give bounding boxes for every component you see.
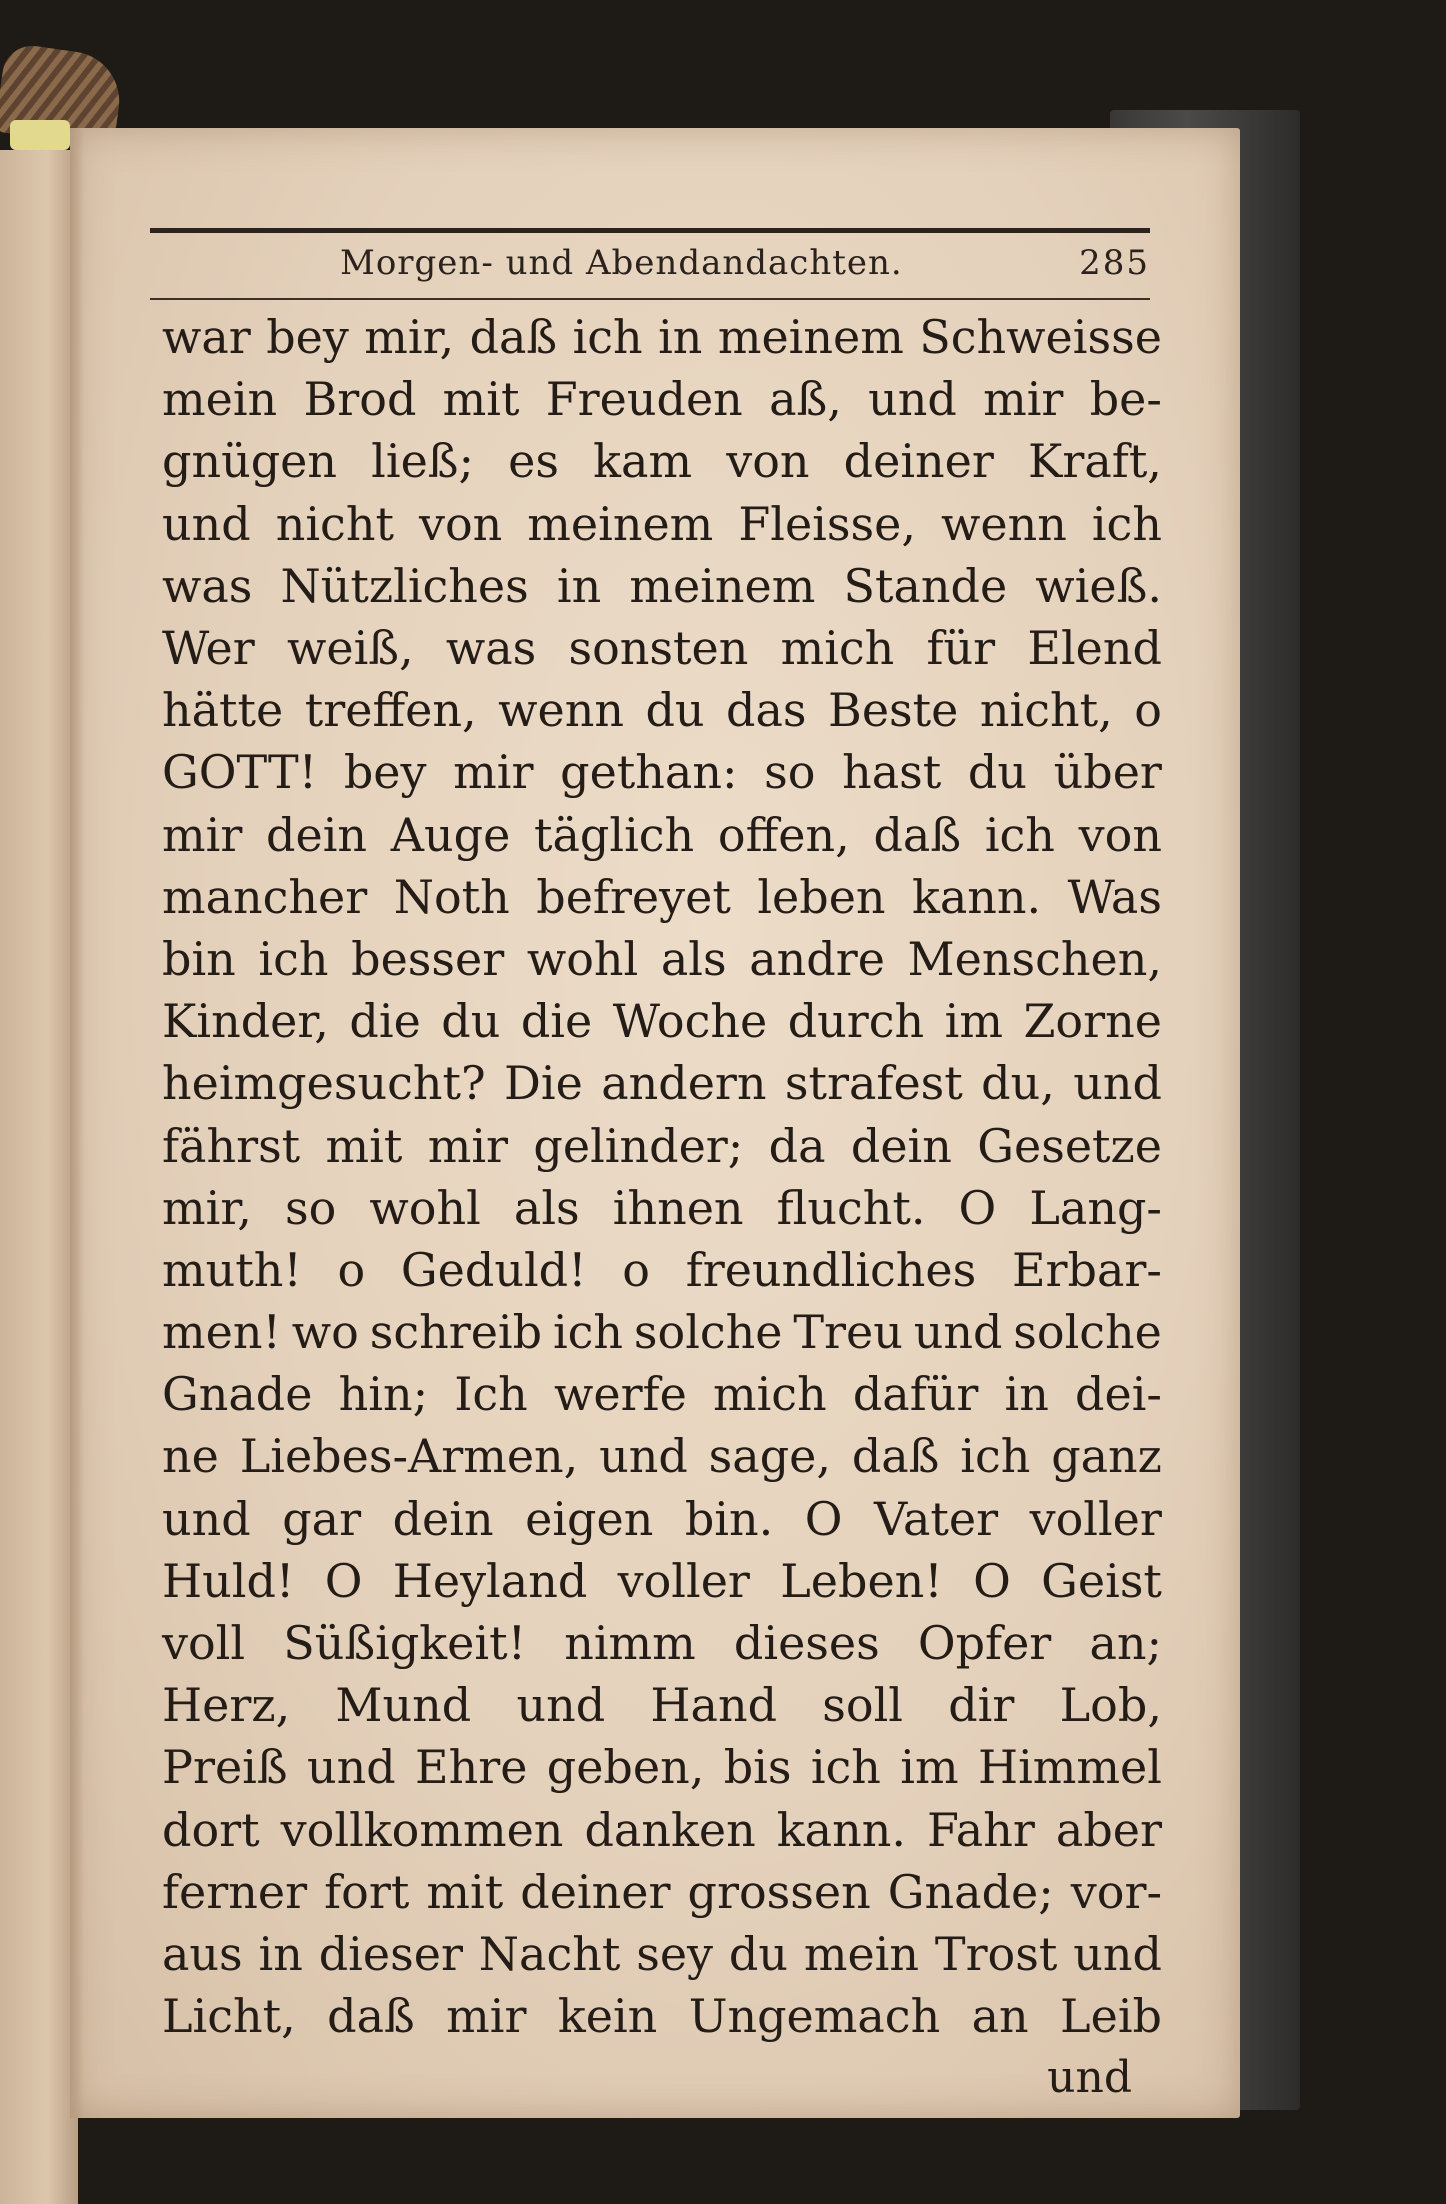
page-number: 285 <box>1079 243 1150 283</box>
word: dein <box>392 1491 494 1546</box>
word: grossen <box>687 1864 871 1919</box>
word: meinem <box>629 558 816 613</box>
word: eigen <box>525 1491 654 1546</box>
word: du, <box>981 1056 1055 1111</box>
word: Brod <box>303 372 417 427</box>
word: mit <box>426 1864 504 1919</box>
word: was <box>445 621 537 676</box>
word: Auge <box>390 807 511 862</box>
word: Trost <box>934 1926 1058 1981</box>
word: das <box>726 683 807 738</box>
word: hätte <box>162 683 284 738</box>
word: mir <box>427 1118 509 1173</box>
word: wo <box>291 1305 359 1360</box>
word: hast <box>842 745 942 800</box>
text-line <box>162 493 1162 555</box>
word: Heyland <box>392 1553 588 1608</box>
word: Opfer <box>917 1616 1052 1671</box>
word: nicht, <box>979 683 1113 738</box>
word: und <box>516 1678 606 1733</box>
word: hin; <box>338 1367 429 1422</box>
word: Himmel <box>977 1740 1162 1795</box>
word: solche <box>1013 1305 1162 1360</box>
word: bey <box>266 310 349 365</box>
text-line <box>162 555 1162 617</box>
word: Ungemach <box>688 1989 941 2044</box>
word: Beste <box>828 683 959 738</box>
word: ich <box>258 931 329 986</box>
word: so <box>284 1180 337 1235</box>
word: mein <box>162 372 278 427</box>
word: was <box>162 558 253 613</box>
word: über <box>1053 745 1162 800</box>
word: o <box>622 1242 650 1297</box>
text-line <box>162 1923 1162 1985</box>
word: aber <box>1055 1802 1162 1857</box>
word: du <box>441 994 501 1049</box>
word: mich <box>712 1367 827 1422</box>
word: du <box>645 683 705 738</box>
word: bin <box>162 931 236 986</box>
word: voller <box>617 1553 750 1608</box>
word: fort <box>324 1864 410 1919</box>
word: ganz <box>1051 1429 1162 1484</box>
word: treffen, <box>304 683 477 738</box>
word: Preiß <box>162 1740 288 1795</box>
word: dafür <box>852 1367 979 1422</box>
word: fährst <box>162 1118 301 1173</box>
word: dein <box>850 1118 952 1173</box>
previous-page-edge <box>0 150 78 2204</box>
word: Huld! <box>162 1553 295 1608</box>
text-line <box>162 741 1162 803</box>
word: dieser <box>318 1926 463 1981</box>
word: an; <box>1089 1616 1162 1671</box>
word: Geduld! <box>400 1242 587 1297</box>
text-line <box>162 1052 1162 1114</box>
running-title: Morgen- und Abendandachten. <box>340 243 903 283</box>
word: bin. <box>684 1491 774 1546</box>
text-line <box>162 1985 1162 2047</box>
word: und <box>1073 1056 1162 1111</box>
word: befreyet <box>536 869 731 924</box>
text-line <box>162 1736 1162 1798</box>
word: Menschen, <box>907 931 1162 986</box>
word: Hand <box>650 1678 778 1733</box>
word: voll <box>162 1616 246 1671</box>
word: ihnen <box>612 1180 744 1235</box>
body-text <box>162 306 1162 2109</box>
word: ich <box>810 1740 881 1795</box>
word: Mund <box>335 1678 472 1733</box>
word: ne <box>162 1429 219 1484</box>
word: o <box>337 1242 366 1297</box>
word: O <box>804 1491 843 1546</box>
word: ich <box>960 1429 1031 1484</box>
word: o <box>1134 683 1162 738</box>
word: Leben! <box>780 1553 943 1608</box>
word: gar <box>282 1491 362 1546</box>
word: und <box>306 1740 396 1795</box>
word: Süßigkeit! <box>283 1616 527 1671</box>
running-head-rule <box>150 298 1150 300</box>
text-line <box>162 1488 1162 1550</box>
text-line <box>162 1799 1162 1861</box>
word: ich <box>552 1305 624 1360</box>
word: Liebes-Armen, <box>239 1429 579 1484</box>
word: be- <box>1089 372 1162 427</box>
text-line <box>162 368 1162 430</box>
word: soll <box>822 1678 903 1733</box>
word: in <box>1004 1367 1049 1422</box>
word: täglich <box>534 807 695 862</box>
text-line <box>162 928 1162 990</box>
word: danken <box>584 1802 756 1857</box>
word: Die <box>504 1056 583 1111</box>
catchword: und <box>1047 2052 1132 2104</box>
word: flucht. <box>776 1180 926 1235</box>
word: von <box>726 434 810 489</box>
word: mir <box>453 745 534 800</box>
word: daß <box>873 807 962 862</box>
word: durch <box>787 994 925 1049</box>
text-line <box>162 1363 1162 1425</box>
text-line <box>162 617 1162 679</box>
word: so <box>764 745 816 800</box>
word: kann. <box>912 869 1042 924</box>
text-line <box>162 306 1162 368</box>
word: Nützliches <box>280 558 529 613</box>
word: meinem <box>717 310 904 365</box>
word: mit <box>442 372 520 427</box>
word: mein <box>803 1926 920 1981</box>
running-head <box>150 243 1150 303</box>
text-line <box>162 1550 1162 1612</box>
word: andern <box>601 1056 767 1111</box>
word: wohl <box>526 931 639 986</box>
word: daß <box>851 1429 940 1484</box>
word: und <box>599 1429 688 1484</box>
word: bey <box>343 745 427 800</box>
word: Lob, <box>1059 1678 1162 1733</box>
text-line <box>162 430 1162 492</box>
word: wenn <box>940 496 1067 551</box>
word: in <box>658 310 703 365</box>
header-rule <box>150 228 1150 233</box>
word: deiner <box>843 434 994 489</box>
word: die <box>520 994 593 1049</box>
word: sonsten <box>568 621 749 676</box>
word: und <box>913 1305 1003 1360</box>
word: vollkommen <box>280 1802 564 1857</box>
word: mich <box>780 621 895 676</box>
word: du <box>967 745 1027 800</box>
word: Elend <box>1027 621 1162 676</box>
text-line <box>162 1114 1162 1176</box>
word: die <box>349 994 421 1049</box>
word: nimm <box>564 1616 696 1671</box>
word: aus <box>162 1926 243 1981</box>
word: wohl <box>369 1180 481 1235</box>
word: gethan: <box>560 745 738 800</box>
word: und <box>868 372 957 427</box>
word: im <box>944 994 1003 1049</box>
page-gutter <box>70 128 84 2118</box>
text-line <box>162 804 1162 866</box>
word: dein <box>266 807 368 862</box>
word: und <box>1073 1926 1162 1981</box>
word: sage, <box>708 1429 831 1484</box>
word: dort <box>162 1802 260 1857</box>
word: in <box>258 1926 303 1981</box>
word: freundliches <box>685 1242 977 1297</box>
text-line <box>162 1861 1162 1923</box>
word: dieses <box>733 1616 880 1671</box>
word: solche <box>633 1305 783 1360</box>
word: von <box>418 496 503 551</box>
word: Ehre <box>415 1740 528 1795</box>
word: Was <box>1067 869 1162 924</box>
word: war <box>162 310 251 365</box>
word: Herz, <box>162 1678 291 1733</box>
word: Nacht <box>478 1926 621 1981</box>
word: besser <box>351 931 505 986</box>
word: du <box>728 1926 788 1981</box>
word: leben <box>757 869 886 924</box>
word: mir, <box>162 1180 252 1235</box>
text-line <box>162 866 1162 928</box>
word: ich <box>984 807 1055 862</box>
word: Schweisse <box>919 310 1162 365</box>
word: Freuden <box>545 372 743 427</box>
word: im <box>900 1740 959 1795</box>
word: O <box>324 1553 363 1608</box>
word: meinem <box>527 496 714 551</box>
word: mir, <box>364 310 455 365</box>
word: werfe <box>553 1367 687 1422</box>
word: und <box>162 496 251 551</box>
word: kein <box>557 1989 658 2044</box>
word: Gnade <box>162 1367 313 1422</box>
word: Noth <box>393 869 510 924</box>
word: offen, <box>717 807 850 862</box>
word: gnügen <box>162 434 337 489</box>
word: als <box>660 931 727 986</box>
word: als <box>513 1180 580 1235</box>
word: bis <box>723 1740 792 1795</box>
text-line <box>162 1425 1162 1487</box>
word: in <box>556 558 602 613</box>
word: Licht, <box>162 1989 296 2044</box>
word: Gesetze <box>977 1118 1162 1173</box>
word: Vater <box>873 1491 999 1546</box>
word: mir <box>446 1989 527 2044</box>
text-line <box>162 1674 1162 1736</box>
word: GOTT! <box>162 745 318 800</box>
word: kam <box>593 434 693 489</box>
book-page <box>70 128 1240 2118</box>
word: mir <box>983 372 1064 427</box>
word: und <box>162 1491 251 1546</box>
binding-thread-end <box>10 120 70 150</box>
word: strafest <box>784 1056 963 1111</box>
word: kann. <box>776 1802 906 1857</box>
word: vor- <box>1070 1864 1162 1919</box>
text-line <box>162 1612 1162 1674</box>
word: heimgesucht? <box>162 1056 486 1111</box>
text-line <box>162 1301 1162 1363</box>
text-line <box>162 1177 1162 1239</box>
word: Woche <box>612 994 768 1049</box>
word: Kraft, <box>1028 434 1162 489</box>
word: sey <box>636 1926 714 1981</box>
word: wenn <box>498 683 624 738</box>
word: dir <box>948 1678 1015 1733</box>
word: Treu <box>793 1305 903 1360</box>
word: daß <box>327 1989 415 2044</box>
word: von <box>1078 807 1162 862</box>
text-line <box>162 679 1162 741</box>
word: schreib <box>369 1305 543 1360</box>
word: daß <box>469 310 558 365</box>
word: Ich <box>454 1367 528 1422</box>
text-line <box>162 1239 1162 1301</box>
word: voller <box>1029 1491 1162 1546</box>
word: Lang- <box>1029 1180 1162 1235</box>
word: mancher <box>162 869 368 924</box>
word: weiß, <box>286 621 414 676</box>
word: Gnade; <box>887 1864 1054 1919</box>
word: gelinder; <box>533 1118 744 1173</box>
word: an <box>971 1989 1029 2044</box>
word: Leib <box>1060 1989 1162 2044</box>
word: deiner <box>520 1864 671 1919</box>
word: mir <box>162 807 243 862</box>
word: da <box>768 1118 826 1173</box>
word: wieß. <box>1035 558 1162 613</box>
word: es <box>508 434 559 489</box>
word: Erbar- <box>1011 1242 1162 1297</box>
word: Kinder, <box>162 994 329 1049</box>
word: Fahr <box>927 1802 1035 1857</box>
word: ließ; <box>371 434 475 489</box>
word: aß, <box>769 372 842 427</box>
word: andre <box>749 931 885 986</box>
word: Fleisse, <box>738 496 916 551</box>
word: muth! <box>162 1242 302 1297</box>
word: Stande <box>843 558 1008 613</box>
word: nicht <box>275 496 394 551</box>
word: O <box>973 1553 1011 1608</box>
word: geben, <box>546 1740 705 1795</box>
word: Wer <box>162 621 255 676</box>
word: O <box>958 1180 997 1235</box>
word: ferner <box>162 1864 308 1919</box>
word: für <box>926 621 996 676</box>
word: dei- <box>1075 1367 1162 1422</box>
word: ich <box>572 310 643 365</box>
word: Zorne <box>1023 994 1162 1049</box>
word: men! <box>162 1305 281 1360</box>
text-line <box>162 990 1162 1052</box>
word: ich <box>1091 496 1162 551</box>
word: Geist <box>1041 1553 1162 1608</box>
word: mit <box>325 1118 403 1173</box>
